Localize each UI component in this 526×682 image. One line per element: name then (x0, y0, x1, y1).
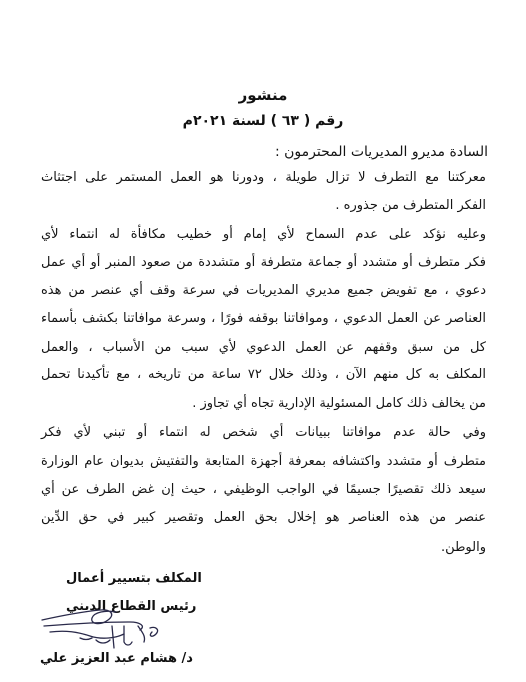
paragraph-line: عنصر من هذه العناصر هو إخلال بحق العمل وتقصير كبير في حق الدِّين (41, 510, 486, 525)
paragraph-line: المكلف به كل منهم الآن ، وذلك خلال ٧٢ ساعة من تاريخه ، مع تأكيدنا تحمل (41, 367, 486, 382)
paragraph-line: العناصر عن العمل الدعوي ، وموافاتنا بوقفه فورًا ، وسرعة موافاتنا بكشف بأسماء (41, 311, 486, 326)
paragraph-line: وفي حالة عدم موافاتنا ببيانات أي شخص له انتماء أو تبني لأي فكر (41, 425, 486, 440)
paragraph-line: سيعد ذلك تقصيرًا جسيمًا في الواجب الوظيفي ، حيث إن غض الطرف عن أي (41, 482, 486, 497)
greeting: السادة مديرو المديريات المحترمون : (274, 144, 488, 160)
paragraph-line: وعليه نؤكد على عدم السماح لأي إمام أو خطيب مكافأة له انتماء لأي (41, 227, 486, 242)
signatory-name: د/ هشام عبد العزيز علي (40, 651, 193, 666)
paragraph-line: متطرف أو متشدد واكتشافه بمعرفة أجهزة المتابعة والتفتيش بديوان عام الوزارة (41, 454, 486, 469)
signatory-title: المكلف بتسيير أعمال (66, 571, 202, 586)
paragraph-line: فكر متطرف أو متشدد أو جماعة متطرفة أو متشددة من صعود المنبر أو أي عمل (41, 255, 486, 270)
document-title: منشور (238, 86, 288, 104)
paragraph-line: والوطن. (441, 540, 486, 555)
paragraph-line: كل من سبق وقفهم عن العمل الدعوي لأي سبب من الأسباب ، والعمل (41, 340, 486, 355)
paragraph-line: من يخالف ذلك كامل المسئولية الإدارية تجاه أي تجاوز . (192, 396, 486, 411)
paragraph-line: معركتنا مع التطرف لا تزال طويلة ، ودورنا هو العمل المستمر على اجتثاث (41, 170, 486, 185)
document-number: رقم ( ٦٣ ) لسنة ٢٠٢١م (182, 113, 344, 129)
paragraph-line: الفكر المتطرف من جذوره . (335, 198, 486, 213)
signatory-role: رئيس القطاع الديني (66, 599, 197, 614)
handwritten-signature (20, 596, 190, 656)
paragraph-line: دعوي ، مع تفويض جميع مديري المديريات في سرعة وقف أي عنصر من هذه (41, 283, 486, 298)
